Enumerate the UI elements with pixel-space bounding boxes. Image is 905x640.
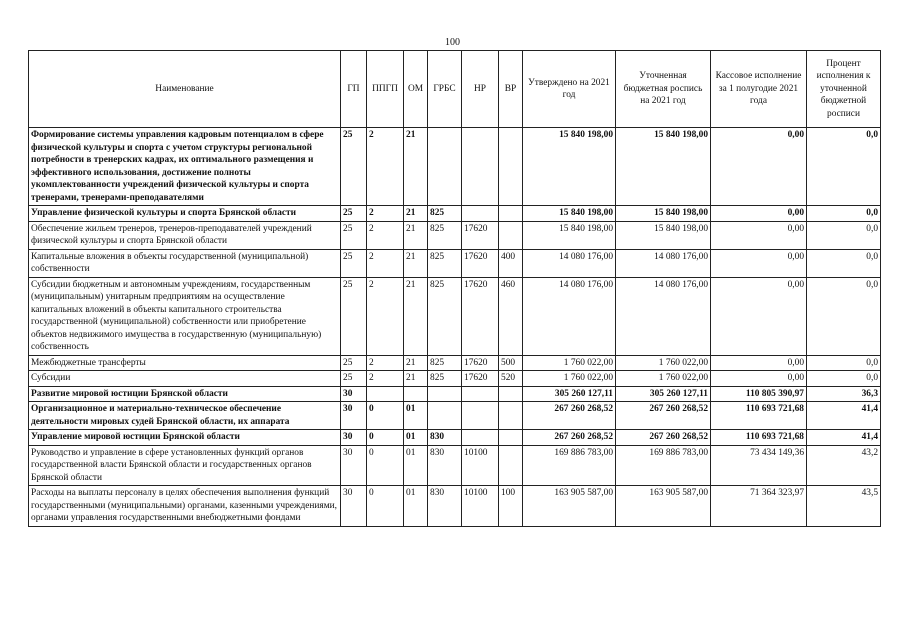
- cell-percent: 0,0: [807, 355, 881, 371]
- cell-gp: 30: [341, 386, 367, 402]
- cell-percent: 36,3: [807, 386, 881, 402]
- cell-grbs: 830: [428, 430, 462, 446]
- table-row: [29, 277, 881, 355]
- cell-vr: [499, 430, 523, 446]
- cell-gp: 30: [341, 445, 367, 486]
- cell-np: 17620: [462, 249, 499, 277]
- cell-ppgp: 2: [367, 249, 404, 277]
- cell-gp: 30: [341, 430, 367, 446]
- cell-om: 21: [404, 249, 428, 277]
- cell-approved: 169 886 783,00: [523, 445, 616, 486]
- cell-approved: 163 905 587,00: [523, 486, 616, 527]
- cell-grbs: 830: [428, 486, 462, 527]
- table-row: [29, 206, 881, 222]
- cell-cash: 0,00: [711, 355, 807, 371]
- cell-percent: 41,4: [807, 430, 881, 446]
- cell-grbs: 825: [428, 206, 462, 222]
- header-percent: Процент исполнения к уточненной бюджетной росписи: [807, 51, 881, 128]
- cell-approved: 14 080 176,00: [523, 277, 616, 355]
- cell-name: Обеспечение жильем тренеров, тренеров-преподавателей учреждений физической культуры и спорта Брянской области: [29, 221, 341, 249]
- table-row: [29, 402, 881, 430]
- cell-om: 01: [404, 402, 428, 430]
- cell-cash: 0,00: [711, 221, 807, 249]
- cell-cash: 0,00: [711, 206, 807, 222]
- cell-approved: 14 080 176,00: [523, 249, 616, 277]
- cell-refined: 169 886 783,00: [616, 445, 711, 486]
- cell-np: [462, 430, 499, 446]
- cell-ppgp: 2: [367, 221, 404, 249]
- cell-percent: 0,0: [807, 221, 881, 249]
- header-row: [29, 51, 881, 128]
- cell-vr: 400: [499, 249, 523, 277]
- cell-name: Субсидии: [29, 371, 341, 387]
- cell-grbs: 825: [428, 277, 462, 355]
- page-number: 100: [445, 37, 460, 48]
- cell-gp: 30: [341, 486, 367, 527]
- cell-name: Межбюджетные трансферты: [29, 355, 341, 371]
- cell-percent: 0,0: [807, 206, 881, 222]
- header-np: НР: [462, 51, 499, 128]
- cell-percent: 0,0: [807, 128, 881, 206]
- cell-grbs: [428, 386, 462, 402]
- cell-vr: 520: [499, 371, 523, 387]
- cell-cash: 71 364 323,97: [711, 486, 807, 527]
- cell-cash: 110 805 390,97: [711, 386, 807, 402]
- cell-refined: 305 260 127,11: [616, 386, 711, 402]
- table-row: [29, 486, 881, 527]
- cell-np: 10100: [462, 486, 499, 527]
- header-grbs: ГРБС: [428, 51, 462, 128]
- cell-refined: 15 840 198,00: [616, 221, 711, 249]
- cell-ppgp: 2: [367, 128, 404, 206]
- cell-ppgp: 2: [367, 277, 404, 355]
- cell-cash: 0,00: [711, 128, 807, 206]
- cell-approved: 15 840 198,00: [523, 206, 616, 222]
- cell-approved: 15 840 198,00: [523, 128, 616, 206]
- cell-approved: 1 760 022,00: [523, 371, 616, 387]
- cell-ppgp: 2: [367, 355, 404, 371]
- cell-refined: 1 760 022,00: [616, 371, 711, 387]
- cell-percent: 41,4: [807, 402, 881, 430]
- cell-np: 17620: [462, 371, 499, 387]
- cell-vr: [499, 445, 523, 486]
- cell-vr: [499, 206, 523, 222]
- cell-ppgp: 0: [367, 486, 404, 527]
- cell-name: Капитальные вложения в объекты государственной (муниципальной) собственности: [29, 249, 341, 277]
- cell-gp: 25: [341, 355, 367, 371]
- table-row: [29, 221, 881, 249]
- cell-approved: 15 840 198,00: [523, 221, 616, 249]
- cell-np: 10100: [462, 445, 499, 486]
- cell-om: 01: [404, 445, 428, 486]
- cell-ppgp: 2: [367, 206, 404, 222]
- cell-om: 21: [404, 371, 428, 387]
- header-om: ОМ: [404, 51, 428, 128]
- cell-approved: 305 260 127,11: [523, 386, 616, 402]
- cell-np: [462, 206, 499, 222]
- table-row: [29, 355, 881, 371]
- cell-np: 17620: [462, 277, 499, 355]
- header-name: Наименование: [29, 51, 341, 128]
- cell-refined: 267 260 268,52: [616, 430, 711, 446]
- cell-name: Формирование системы управления кадровым потенциалом в сфере физической культуры и спорта с учетом структуры региональной потребности в тренерских кадрах, их оптимального размещения и эффективного использования, достижение полноты укомплектованности учреждений физической культуры и спорта тренерами, тренерами-преподавателями: [29, 128, 341, 206]
- cell-gp: 25: [341, 371, 367, 387]
- cell-cash: 0,00: [711, 371, 807, 387]
- cell-grbs: 825: [428, 355, 462, 371]
- table-row: [29, 128, 881, 206]
- cell-grbs: 825: [428, 221, 462, 249]
- cell-refined: 1 760 022,00: [616, 355, 711, 371]
- cell-cash: 0,00: [711, 277, 807, 355]
- cell-refined: 14 080 176,00: [616, 277, 711, 355]
- cell-approved: 267 260 268,52: [523, 430, 616, 446]
- cell-om: 01: [404, 430, 428, 446]
- cell-np: 17620: [462, 355, 499, 371]
- cell-np: [462, 402, 499, 430]
- header-ppgp: ППГП: [367, 51, 404, 128]
- cell-percent: 43,2: [807, 445, 881, 486]
- cell-ppgp: [367, 386, 404, 402]
- table-row: [29, 249, 881, 277]
- table-body: [29, 128, 881, 527]
- cell-np: [462, 386, 499, 402]
- cell-np: 17620: [462, 221, 499, 249]
- cell-vr: 500: [499, 355, 523, 371]
- cell-name: Управление мировой юстиции Брянской области: [29, 430, 341, 446]
- cell-ppgp: 0: [367, 402, 404, 430]
- cell-refined: 15 840 198,00: [616, 206, 711, 222]
- header-cash: Кассовое исполнение за 1 полугодие 2021 года: [711, 51, 807, 128]
- cell-cash: 110 693 721,68: [711, 402, 807, 430]
- table-row: [29, 386, 881, 402]
- cell-gp: 25: [341, 249, 367, 277]
- cell-om: 21: [404, 128, 428, 206]
- cell-name: Управление физической культуры и спорта Брянской области: [29, 206, 341, 222]
- cell-percent: 0,0: [807, 249, 881, 277]
- cell-refined: 163 905 587,00: [616, 486, 711, 527]
- cell-grbs: 825: [428, 249, 462, 277]
- cell-cash: 73 434 149,36: [711, 445, 807, 486]
- table-row: [29, 430, 881, 446]
- cell-om: 01: [404, 486, 428, 527]
- header-approved: Утверждено на 2021 год: [523, 51, 616, 128]
- cell-ppgp: 0: [367, 445, 404, 486]
- cell-name: Руководство и управление в сфере установленных функций органов государственной власти Брянской области и государственных органов Брянской области: [29, 445, 341, 486]
- cell-approved: 1 760 022,00: [523, 355, 616, 371]
- cell-om: 21: [404, 277, 428, 355]
- cell-gp: 25: [341, 128, 367, 206]
- cell-name: Субсидии бюджетным и автономным учреждениям, государственным (муниципальным) унитарным предприятиям на осуществление капитальных вложений в объекты капитального строительства государственной (муниципальной) собственности или приобретение объектов недвижимого имущества в государственную (муниципальную) собственность: [29, 277, 341, 355]
- cell-vr: [499, 386, 523, 402]
- cell-ppgp: 0: [367, 430, 404, 446]
- table-row: [29, 445, 881, 486]
- cell-gp: 25: [341, 206, 367, 222]
- cell-percent: 0,0: [807, 277, 881, 355]
- table-row: [29, 371, 881, 387]
- cell-percent: 43,5: [807, 486, 881, 527]
- cell-gp: 30: [341, 402, 367, 430]
- cell-percent: 0,0: [807, 371, 881, 387]
- cell-vr: 100: [499, 486, 523, 527]
- budget-table: [28, 50, 881, 527]
- cell-refined: 267 260 268,52: [616, 402, 711, 430]
- cell-refined: 15 840 198,00: [616, 128, 711, 206]
- cell-vr: [499, 128, 523, 206]
- cell-gp: 25: [341, 221, 367, 249]
- cell-ppgp: 2: [367, 371, 404, 387]
- cell-grbs: [428, 402, 462, 430]
- cell-cash: 110 693 721,68: [711, 430, 807, 446]
- cell-gp: 25: [341, 277, 367, 355]
- header-refined: Уточненная бюджетная роспись на 2021 год: [616, 51, 711, 128]
- cell-vr: 460: [499, 277, 523, 355]
- cell-np: [462, 128, 499, 206]
- cell-name: Развитие мировой юстиции Брянской области: [29, 386, 341, 402]
- cell-grbs: 825: [428, 371, 462, 387]
- cell-om: 21: [404, 206, 428, 222]
- cell-grbs: 830: [428, 445, 462, 486]
- cell-approved: 267 260 268,52: [523, 402, 616, 430]
- cell-cash: 0,00: [711, 249, 807, 277]
- cell-name: Организационное и материально-техническое обеспечение деятельности мировых судей Брянской области, их аппарата: [29, 402, 341, 430]
- header-vr: ВР: [499, 51, 523, 128]
- cell-grbs: [428, 128, 462, 206]
- header-gp: ГП: [341, 51, 367, 128]
- cell-vr: [499, 221, 523, 249]
- cell-om: 21: [404, 221, 428, 249]
- cell-om: 21: [404, 355, 428, 371]
- cell-vr: [499, 402, 523, 430]
- cell-refined: 14 080 176,00: [616, 249, 711, 277]
- cell-om: [404, 386, 428, 402]
- cell-name: Расходы на выплаты персоналу в целях обеспечения выполнения функций государственными (муниципальными) органами, казенными учреждениями, органами управления государственными внебюджетными фондами: [29, 486, 341, 527]
